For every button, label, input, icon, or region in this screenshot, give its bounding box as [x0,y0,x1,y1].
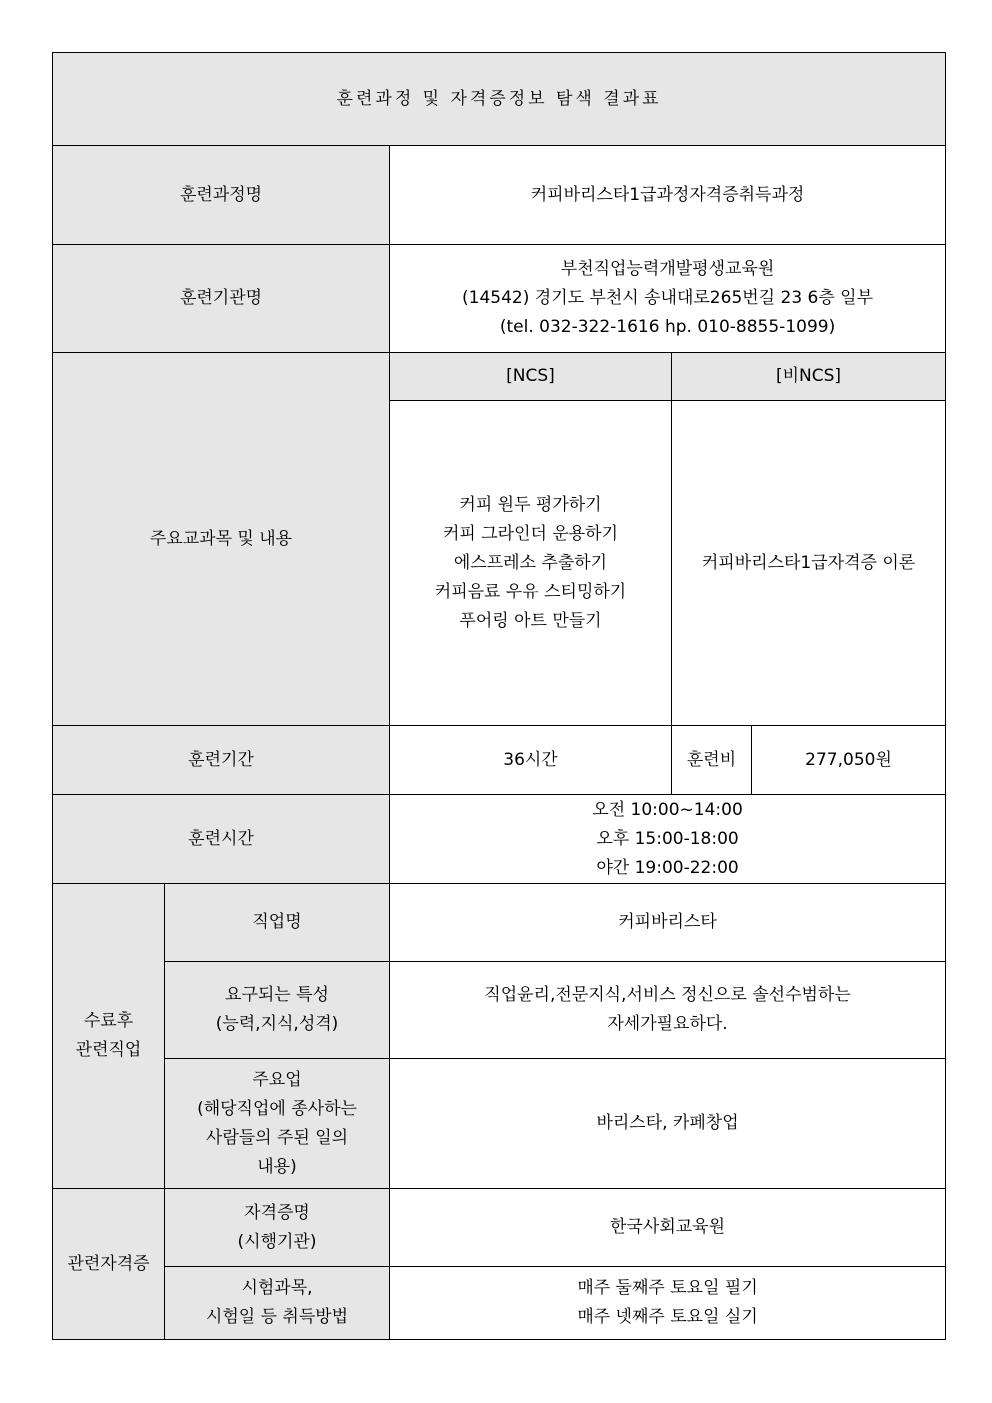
schedule-evening: 야간 19:00-22:00 [596,857,739,878]
period-value: 36시간 [390,726,672,795]
non-ncs-subject-list [672,401,946,726]
exam-method-value: 매주 둘째주 토요일 필기 매주 넷째주 토요일 실기 [390,1267,946,1340]
certificate-group-label: 관련자격증 [53,1189,165,1340]
course-name-value: 커피바리스타1급과정자격증취득과정 [390,146,946,245]
job-name-value: 커피바리스타 [390,884,946,962]
ncs-header: [NCS] [390,353,672,401]
fee-value: 277,050원 [752,726,946,795]
related-job-group-label: 수료후 관련직업 [53,884,165,1189]
document-title: 훈련과정 및 자격증정보 탐색 결과표 [53,53,946,146]
ncs-subject-item: 커피 원두 평가하기 [459,494,602,515]
institution-label: 훈련기관명 [53,245,390,353]
non-ncs-header: [비NCS] [672,353,946,401]
institution-info [390,245,946,353]
job-name-label: 직업명 [165,884,390,962]
ncs-subject-item: 커피 그라인더 운용하기 [442,523,619,544]
traits-value: 직업윤리,전문지식,서비스 정신으로 솔선수범하는 자세가필요하다. [390,962,946,1059]
ncs-subject-item: 푸어링 아트 만들기 [459,610,602,631]
main-work-label: 주요업 (해당직업에 종사하는 사람들의 주된 일의 내용) [165,1059,390,1189]
institution-address: (14542) 경기도 부천시 송내대로265번길 23 6층 일부 [462,288,874,308]
certificate-name-label: 자격증명 (시행기관) [165,1189,390,1267]
traits-label: 요구되는 특성 (능력,지식,성격) [165,962,390,1059]
non-ncs-subject-item: 커피바리스타1급자격증 이론 [701,552,916,573]
ncs-subject-item: 커피음료 우유 스티밍하기 [434,581,627,602]
schedule-afternoon: 오후 15:00-18:00 [596,828,739,849]
ncs-subject-item: 에스프레소 추출하기 [453,552,608,573]
institution-contact: (tel. 032-322-1616 hp. 010-8855-1099) [499,317,836,337]
schedule-list [390,795,946,884]
schedule-label: 훈련시간 [53,795,390,884]
course-name-label: 훈련과정명 [53,146,390,245]
period-label: 훈련기간 [53,726,390,795]
schedule-morning: 오전 10:00~14:00 [592,799,743,820]
ncs-subject-list [390,401,672,726]
subjects-label: 주요교과목 및 내용 [53,353,390,726]
fee-label: 훈련비 [672,726,752,795]
certificate-name-value: 한국사회교육원 [390,1189,946,1267]
result-table [52,52,946,1340]
exam-method-label: 시험과목, 시험일 등 취득방법 [165,1267,390,1340]
institution-name: 부천직업능력개발평생교육원 [560,259,775,279]
main-work-value: 바리스타, 카페창업 [390,1059,946,1189]
